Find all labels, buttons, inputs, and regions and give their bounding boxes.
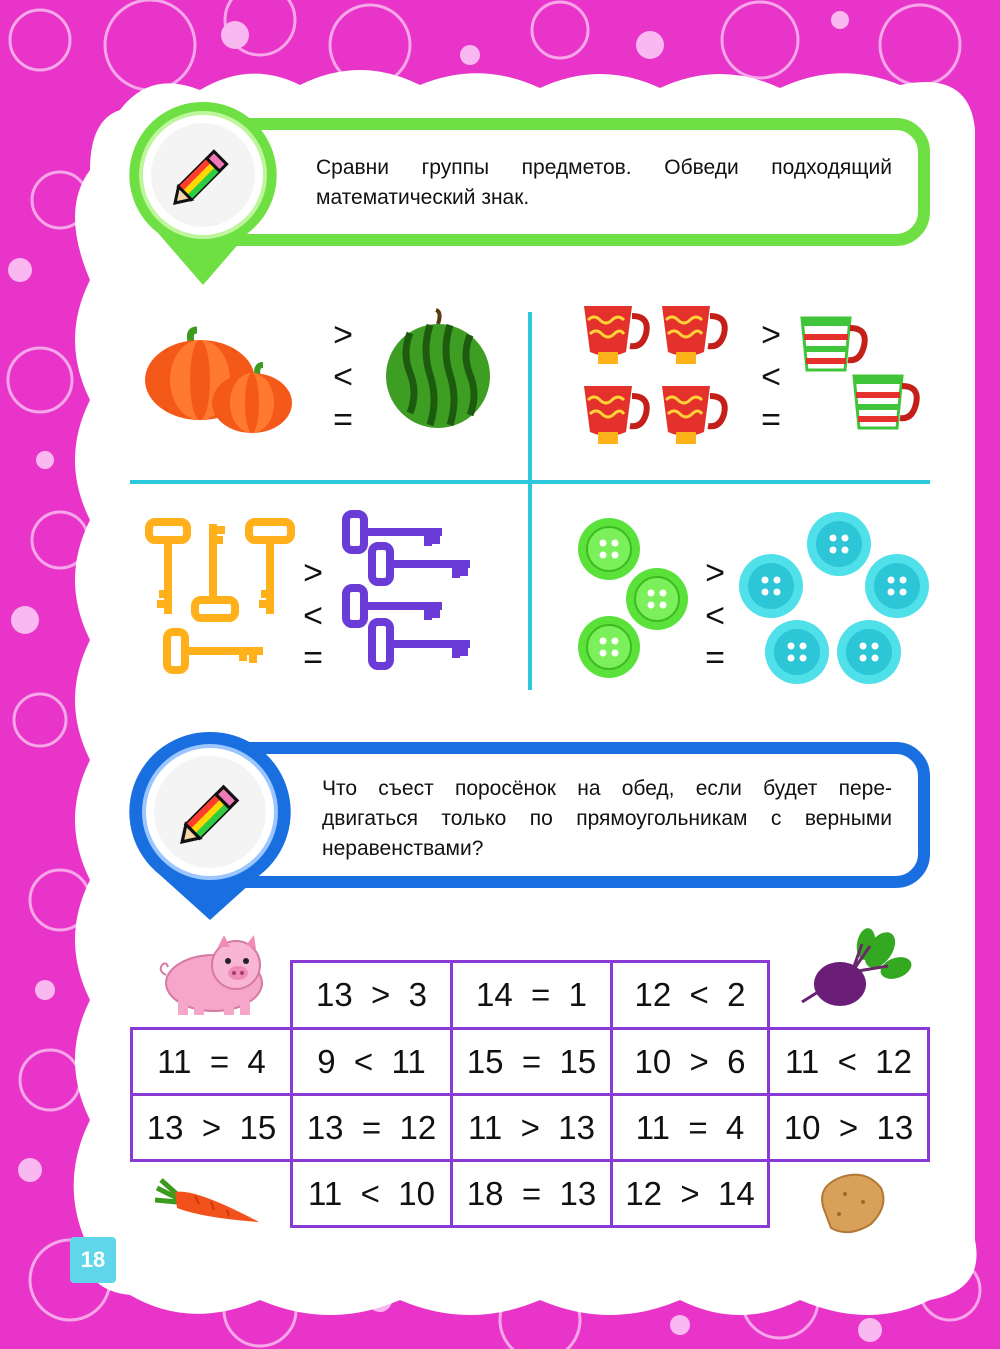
- cell-r4c3[interactable]: 18 = 13: [450, 1159, 613, 1228]
- cell-r2c1[interactable]: 11 = 4: [130, 1027, 293, 1096]
- yellow-key-icon: [145, 518, 300, 680]
- cell-r3c2[interactable]: 13 = 12: [290, 1093, 453, 1162]
- cell-r3c1[interactable]: 13 > 15: [130, 1093, 293, 1162]
- sign-equal-2[interactable]: =: [761, 401, 781, 439]
- task2-line-3: неравенствами?: [322, 837, 484, 860]
- cell-r2c4[interactable]: 10 > 6: [610, 1027, 770, 1096]
- task2-line-2: двигаться только по прямоугольникам с верными: [322, 807, 892, 830]
- carrot-icon: [155, 1178, 265, 1230]
- task1-instruction: [316, 153, 892, 213]
- sign-less-1[interactable]: <: [333, 358, 353, 396]
- task2-line-1: Что съест поросёнок на обед, если будет пере-: [322, 777, 892, 800]
- cell-r3c4[interactable]: 11 = 4: [610, 1093, 770, 1162]
- task2-instruction: [322, 774, 892, 864]
- cell-r1c3[interactable]: 14 = 1: [450, 960, 613, 1030]
- cell-r2c2[interactable]: 9 < 11: [290, 1027, 453, 1096]
- cell-r2c5[interactable]: 11 < 12: [767, 1027, 930, 1096]
- pencil-icon: [173, 143, 235, 205]
- sign-less-4[interactable]: <: [705, 597, 725, 635]
- task1-line-1: Сравни группы предметов. Обведи подходящий: [316, 156, 892, 179]
- red-cup-icon: [580, 300, 735, 460]
- horizontal-divider: [130, 480, 930, 484]
- sign-greater-3[interactable]: >: [303, 554, 323, 592]
- pumpkin-icon: [140, 315, 295, 435]
- green-cup-icon: [800, 312, 920, 462]
- sign-greater-4[interactable]: >: [705, 554, 725, 592]
- pencil-icon: [180, 778, 246, 844]
- cell-r4c2[interactable]: 11 < 10: [290, 1159, 453, 1228]
- cell-r3c5[interactable]: 10 > 13: [767, 1093, 930, 1162]
- watermelon-icon: [382, 308, 494, 430]
- blue-button-icon: [735, 510, 935, 690]
- cell-r1c2[interactable]: 13 > 3: [290, 960, 453, 1030]
- vertical-divider: [528, 312, 532, 690]
- green-button-icon: [575, 515, 693, 680]
- potato-icon: [815, 1172, 887, 1236]
- sign-less-3[interactable]: <: [303, 597, 323, 635]
- cell-r2c3[interactable]: 15 = 15: [450, 1027, 613, 1096]
- cell-r3c3[interactable]: 11 > 13: [450, 1093, 613, 1162]
- sign-less-2[interactable]: <: [761, 358, 781, 396]
- sign-greater-1[interactable]: >: [333, 316, 353, 354]
- task1-line-2: математический знак.: [316, 186, 530, 209]
- cell-r1c4[interactable]: 12 < 2: [610, 960, 770, 1030]
- cell-r4c4[interactable]: 12 > 14: [610, 1159, 770, 1228]
- purple-key-icon: [342, 510, 482, 675]
- sign-equal-1[interactable]: =: [333, 401, 353, 439]
- sign-equal-4[interactable]: =: [705, 639, 725, 677]
- sign-greater-2[interactable]: >: [761, 316, 781, 354]
- sign-equal-3[interactable]: =: [303, 639, 323, 677]
- page-number: 18: [70, 1237, 116, 1283]
